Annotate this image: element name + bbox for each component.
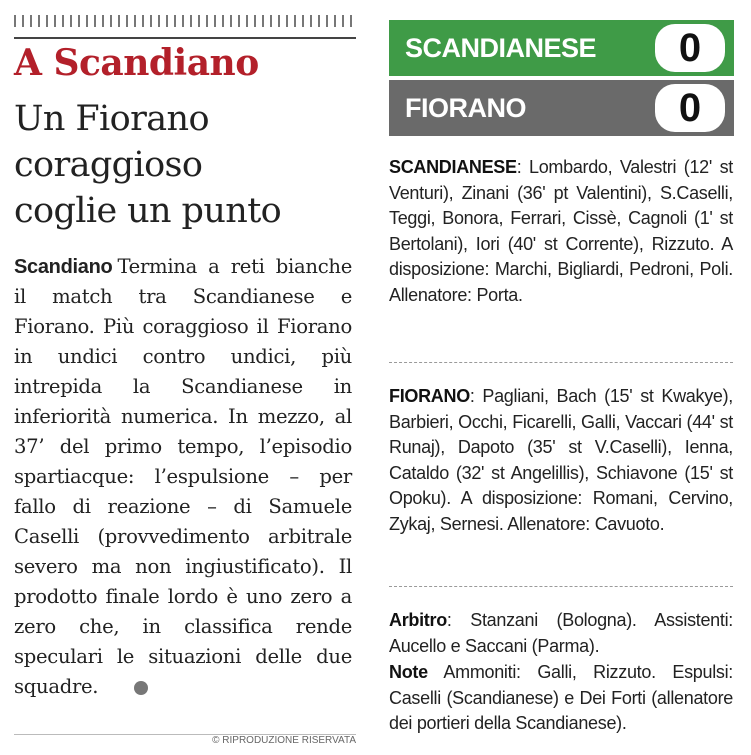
headline-line-1: Un Fiorano	[14, 99, 209, 139]
article-body	[14, 252, 352, 702]
home-team-name: SCANDIANESE	[405, 33, 597, 63]
notes-text: Ammoniti: Galli, Rizzuto. Espulsi: Caselli (Scandianese) e Dei Forti (allenatore dei portieri della Scandianese).	[389, 662, 733, 733]
headline	[14, 96, 356, 234]
decorative-tick-rule	[14, 15, 356, 27]
article-column	[14, 0, 356, 755]
headline-line-2: coraggioso	[14, 145, 203, 185]
header-rule	[14, 37, 356, 39]
copyright-text: © RIPRODUZIONE RISERVATA	[212, 735, 356, 746]
referee-line	[389, 608, 733, 659]
headline-line-3: coglie un punto	[14, 191, 282, 231]
end-mark-icon	[134, 681, 148, 695]
divider-1	[389, 362, 733, 363]
lead-word: Scandiano	[14, 256, 113, 278]
match-sheet-column	[389, 0, 737, 755]
home-lineup-label: SCANDIANESE	[389, 157, 517, 177]
notes-line	[389, 660, 733, 737]
copyright-line	[14, 734, 356, 749]
referee-text: : Stanzani (Bologna). Assistenti: Aucello e Saccani (Parma).	[389, 610, 733, 656]
away-lineup	[389, 384, 733, 537]
notes-label: Note	[389, 662, 428, 682]
article-body-text: Termina a reti bianche il match tra Scandianese e Fiorano. Più coraggioso il Fiorano in undici contro undici, più intrepida la Scandianese in inferiorità numerica. In mezzo, al 37’ del primo tempo, l’episodio spartiacque: l’espulsione – per fallo di reazione – di Samuele Caselli (provvedimento arbitrale severo ma non ingiustificato). Il prodotto finale lordo è uno zero a zero che, in classifica rende speculari le situazioni delle due squadre.	[14, 255, 352, 698]
referee-label: Arbitro	[389, 610, 447, 630]
kicker: A Scandiano	[14, 42, 259, 84]
divider-2	[389, 586, 733, 587]
home-lineup-text: : Lombardo, Valestri (12' st Venturi), Zinani (36' pt Valentini), S.Caselli, Teggi, Bonora, Ferrari, Cissè, Cagnoli (1' st Bertolani), Iori (40' st Corrente), Rizzuto. A disposizione: Marchi, Bigliardi, Pedroni, Poli. Allenatore: Porta.	[389, 157, 733, 305]
scoreboard-away	[389, 80, 734, 136]
away-lineup-text: : Pagliani, Bach (15' st Kwakye), Barbieri, Occhi, Ficarelli, Galli, Vaccari (44' st Runaj), Dapoto (35' st V.Caselli), Ienna, Cataldo (32' st Angelillis), Schiavone (15' st Opoku). A disposizione: Romani, Cervino, Zykaj, Sernesi. Allenatore: Cavuoto.	[389, 386, 733, 534]
away-score: 0	[655, 84, 725, 132]
away-team-name: FIORANO	[405, 93, 526, 123]
scoreboard-home	[389, 20, 734, 76]
home-lineup	[389, 155, 733, 308]
home-score: 0	[655, 24, 725, 72]
away-lineup-label: FIORANO	[389, 386, 470, 406]
